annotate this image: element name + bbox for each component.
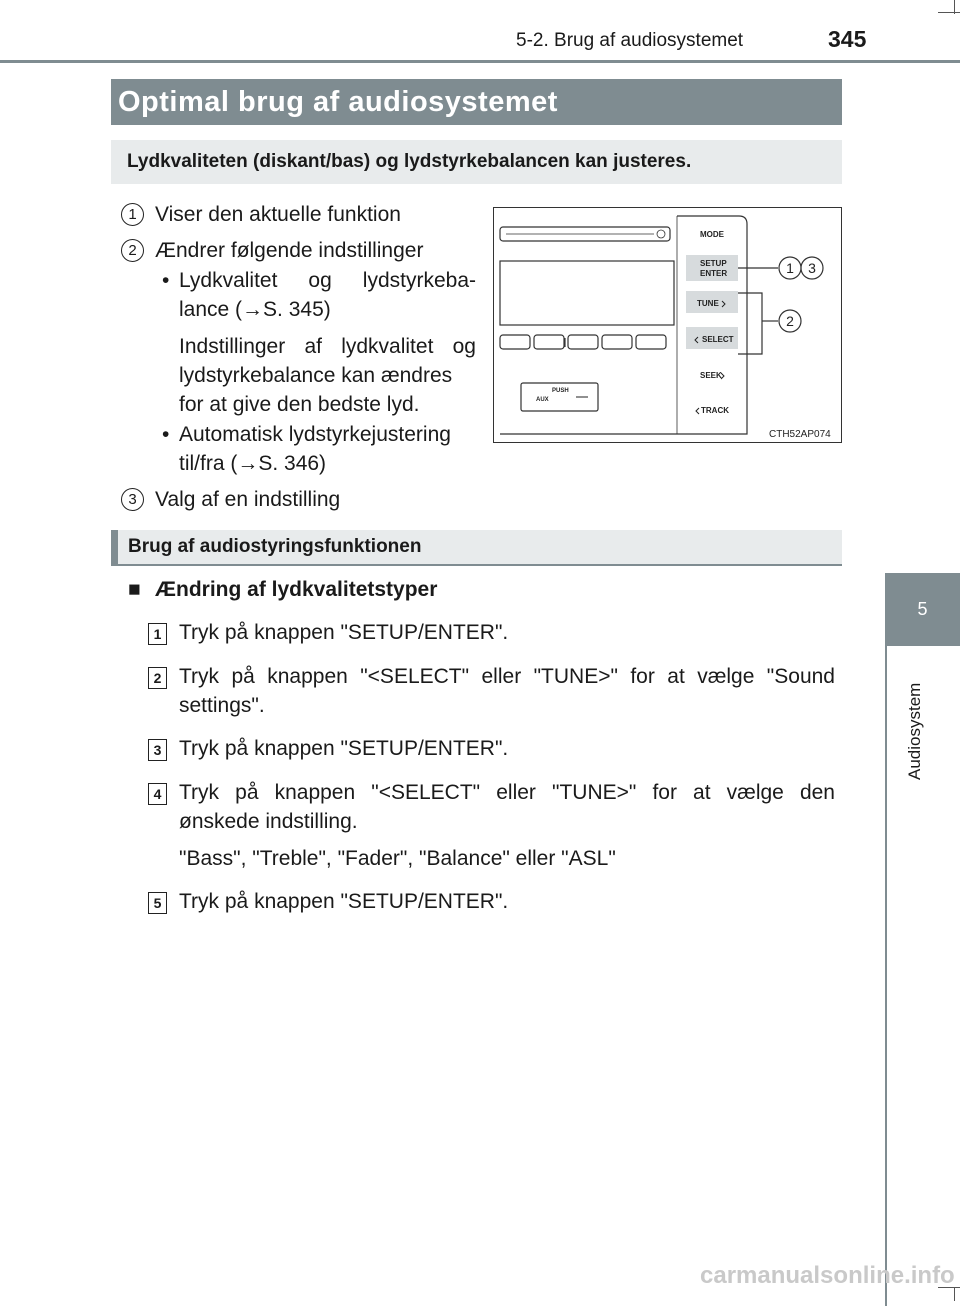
section-heading: Brug af audiostyringsfunktionen bbox=[111, 530, 842, 566]
chapter-label bbox=[905, 668, 927, 798]
callout-number-2: 2 bbox=[121, 239, 144, 262]
step-4-line2: ønskede indstilling. bbox=[179, 810, 358, 833]
step-2-line1: Tryk på knappen "<SELECT" eller "TUNE>" for at vælge "Sound bbox=[179, 665, 835, 688]
tune-button-label: TUNE bbox=[697, 299, 719, 308]
chapter-label-text: Audiosystem bbox=[905, 682, 924, 780]
aux-label: AUX bbox=[536, 397, 549, 403]
step-3-line1: Tryk på knappen "SETUP/ENTER". bbox=[179, 737, 509, 760]
step-2-line2: settings". bbox=[179, 694, 265, 717]
select-button-label: SELECT bbox=[702, 335, 734, 344]
note-line3: for at give den bedste lyd. bbox=[179, 393, 420, 416]
track-button-label: TRACK bbox=[701, 406, 729, 415]
chapter-tab[interactable]: 5 bbox=[885, 573, 960, 646]
bullet-dot: • bbox=[162, 269, 170, 292]
callout-text-2: Ændrer følgende indstillinger bbox=[155, 239, 424, 262]
audio-panel-illustration bbox=[494, 208, 840, 441]
bullet-2-line2: til/fra (→S. 346) bbox=[179, 452, 327, 475]
intro-box: Lydkvaliteten (diskant/bas) og lydstyrkebalancen kan justeres. bbox=[111, 140, 842, 184]
subheading: Ændring af lydkvalitetstyper bbox=[155, 578, 438, 601]
step-number-3: 3 bbox=[148, 739, 167, 761]
push-label: PUSH bbox=[552, 388, 569, 394]
diagram-callout-2: 2 bbox=[786, 313, 794, 329]
bullet-1-line2: lance (→S. 345) bbox=[179, 298, 331, 321]
note-line1: Indstillinger af lydkvalitet og bbox=[179, 335, 476, 358]
bullet-2-line1: Automatisk lydstyrkejustering bbox=[179, 423, 451, 446]
subheading-marker: ■ bbox=[128, 578, 141, 601]
step-number-4: 4 bbox=[148, 783, 167, 805]
step-5-line1: Tryk på knappen "SETUP/ENTER". bbox=[179, 890, 509, 913]
callout-number-1: 1 bbox=[121, 203, 144, 226]
callout-text-3: Valg af en indstilling bbox=[155, 488, 341, 511]
mode-button-label: MODE bbox=[700, 230, 724, 239]
step-number-5: 5 bbox=[148, 892, 167, 914]
note-line2: lydstyrkebalance kan ændres bbox=[179, 364, 453, 387]
step-4-note: "Bass", "Treble", "Fader", "Balance" eller "ASL" bbox=[179, 847, 616, 870]
diagram-callout-3: 3 bbox=[808, 260, 816, 276]
bullet-dot: • bbox=[162, 423, 170, 446]
header-rule bbox=[0, 60, 960, 63]
side-rule bbox=[885, 646, 887, 1306]
step-1-line1: Tryk på knappen "SETUP/ENTER". bbox=[179, 621, 509, 644]
enter-button-label: ENTER bbox=[700, 269, 728, 278]
setup-button-label: SETUP bbox=[700, 259, 727, 268]
footer-watermark: carmanualsonline.info bbox=[700, 1262, 955, 1289]
page-title: Optimal brug af audiosystemet bbox=[111, 79, 842, 125]
diagram-callout-1: 1 bbox=[786, 260, 794, 276]
bullet-1-line1: Lydkvalitet og lydstyrkeba- bbox=[179, 269, 476, 292]
diagram-code: CTH52AP074 bbox=[769, 429, 831, 440]
step-number-1: 1 bbox=[148, 623, 167, 645]
audio-panel-diagram bbox=[493, 207, 842, 443]
page-number: 345 bbox=[828, 26, 867, 52]
callout-number-3: 3 bbox=[121, 488, 144, 511]
crop-mark bbox=[954, 0, 955, 14]
crop-mark bbox=[938, 12, 960, 13]
seek-button-label: SEEK bbox=[700, 371, 722, 380]
section-label: 5-2. Brug af audiosystemet bbox=[516, 30, 744, 51]
callout-text-1: Viser den aktuelle funktion bbox=[155, 203, 401, 226]
step-number-2: 2 bbox=[148, 667, 167, 689]
step-4-line1: Tryk på knappen "<SELECT" eller "TUNE>" for at vælge den bbox=[179, 781, 835, 804]
